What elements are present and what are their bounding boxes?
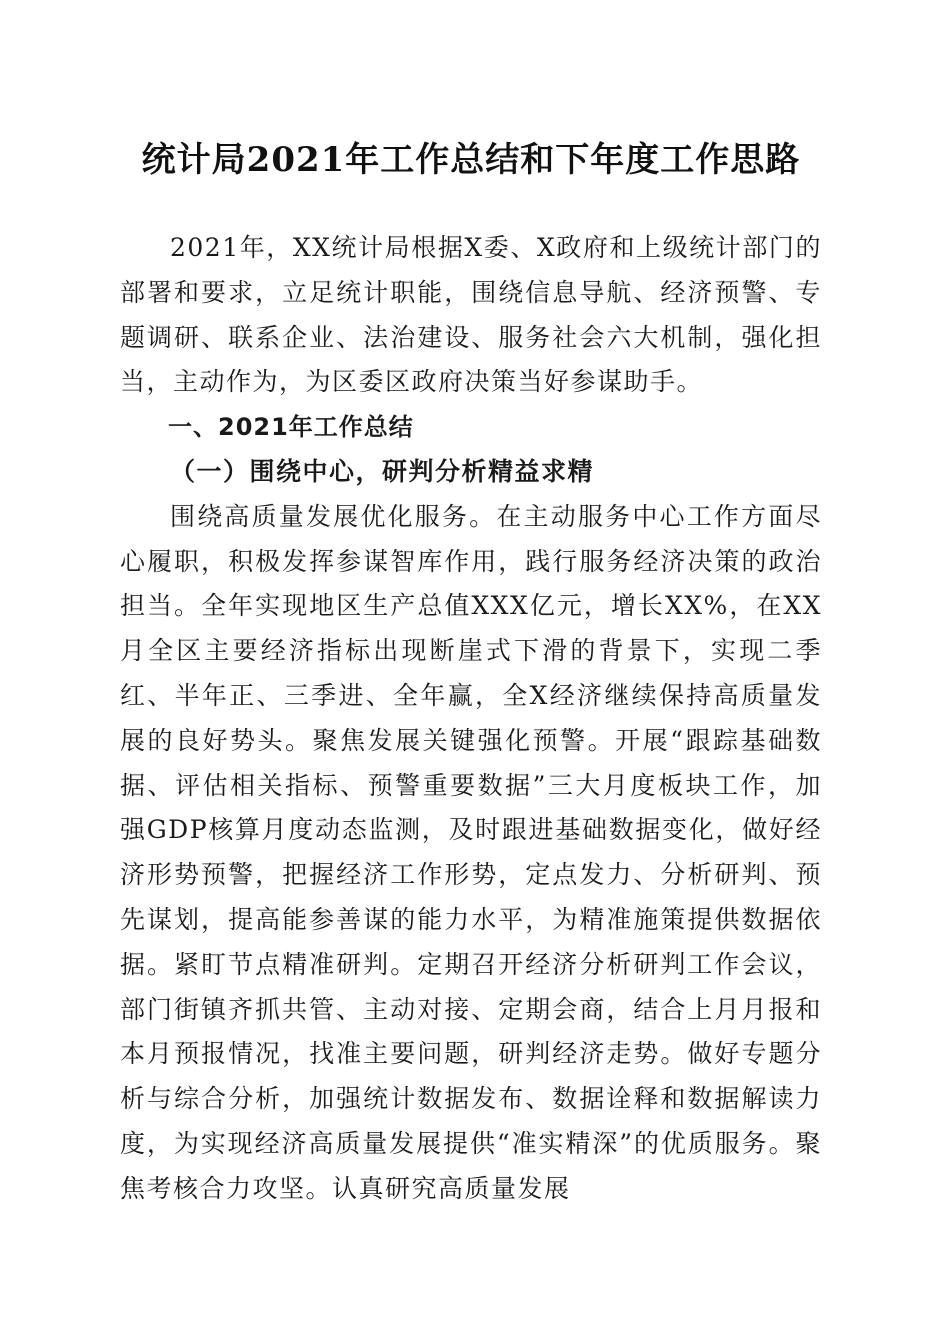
intro-paragraph: 2021年，XX统计局根据X委、X政府和上级统计部门的部署和要求，立足统计职能，围绕信息导航、经济预警、专题调研、联系企业、法治建设、服务社会六大机制，强化担当，主动作为，为区委区政府决策当好参谋助手。 [120,233,822,397]
subsection-heading: （一）围绕中心，研判分析精益求精 [170,456,595,486]
document-title: 统计局2021年工作总结和下年度工作思路 [141,140,801,180]
section-heading: 一、2021年工作总结 [168,413,414,442]
document-body [120,226,822,1212]
body-paragraph: 围绕高质量发展优化服务。在主动服务中心工作方面尽心履职，积极发挥参谋智库作用，践行服务经济决策的政治担当。全年实现地区生产总值XXX亿元，增长XX%，在XX月全区主要经济指标出现断崖式下滑的背景下，实现二季红、半年正、三季进、全年赢，全X经济继续保持高质量发展的良好势头。聚焦发展关键强化预警。开展“跟踪基础数据、评估相关指标、预警重要数据”三大月度板块工作，加强GDP核算月度动态监测，及时跟进基础数据变化，做好经济形势预警，把握经济工作形势，定点发力、分析研判、预先谋划，提高能参善谋的能力水平，为精准施策提供数据依据。紧盯节点精准研判。定期召开经济分析研判工作会议，部门街镇齐抓共管、主动对接、定期会商，结合上月月报和本月预报情况，找准主要问题，研判经济走势。做好专题分析与综合分析，加强统计数据发布、数据诠释和数据解读力度，为实现经济高质量发展提供“准实精深”的优质服务。聚焦考核合力攻坚。认真研究高质量发展 [120,501,822,1203]
